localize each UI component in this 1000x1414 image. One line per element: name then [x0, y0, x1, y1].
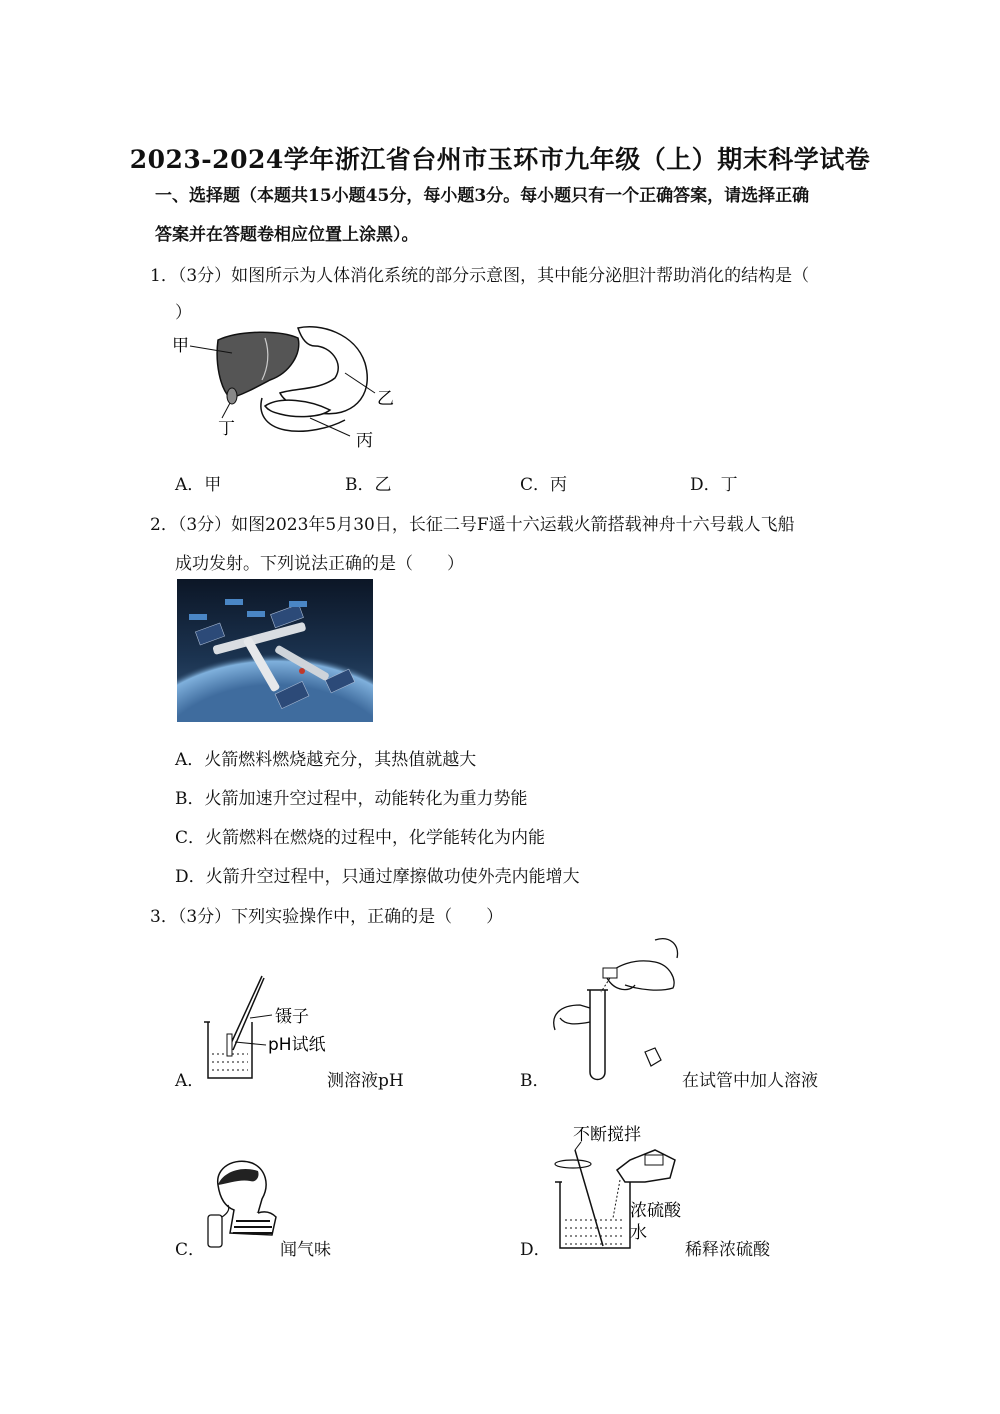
q2-option-b[interactable]: B．火箭加速升空过程中，动能转化为重力势能: [175, 789, 528, 809]
q3-option-d-caption: 稀释浓硫酸: [685, 1240, 770, 1260]
q3-option-c-letter[interactable]: C．: [175, 1240, 206, 1260]
space-station-photo: [177, 579, 373, 722]
gallbladder-shape: [227, 388, 237, 404]
q3-option-a-letter[interactable]: A．: [175, 1071, 205, 1091]
label-bing: 丙: [356, 431, 373, 451]
q3-option-b-caption: 在试管中加人溶液: [682, 1071, 818, 1091]
section-heading-line2: 答案并在答题卷相应位置上涂黑）。: [155, 225, 419, 245]
q2-stem-line2: 成功发射。下列说法正确的是（ ）: [175, 554, 464, 574]
q2-option-a[interactable]: A．火箭燃料燃烧越充分，其热值就越大: [175, 750, 477, 770]
section-heading-line1: 一、选择题（本题共15小题45分，每小题3分。每小题只有一个正确答案，请选择正确: [155, 186, 810, 206]
q3-stem: 3．（3分）下列实验操作中，正确的是（ ）: [150, 907, 504, 927]
q2-option-d[interactable]: D．火箭升空过程中，只通过摩擦做功使外壳内能增大: [175, 867, 580, 887]
q3-option-a-caption: 测溶液pH: [327, 1071, 404, 1091]
q3-option-c-caption: 闻气味: [280, 1240, 331, 1260]
liver-shape: [217, 332, 299, 398]
label-jia: 甲: [172, 336, 189, 356]
page-title: 2023-2024学年浙江省台州市玉环市九年级（上）期末科学试卷: [129, 145, 871, 174]
q3-option-d-letter[interactable]: D．: [520, 1240, 551, 1260]
digestive-system-figure: [170, 318, 410, 458]
smell-figure: [200, 1155, 280, 1255]
q1-stem-line2: ）: [175, 303, 192, 323]
ph-test-figure: [200, 970, 340, 1085]
q1-option-d[interactable]: D．丁: [690, 475, 738, 495]
label-ding: 丁: [218, 419, 235, 439]
label-yi: 乙: [377, 389, 394, 409]
q2-option-c[interactable]: C．火箭燃料在燃烧的过程中，化学能转化为内能: [175, 828, 546, 848]
label-stir: 不断搅拌: [573, 1125, 641, 1145]
q1-stem-line1: 1．（3分）如图所示为人体消化系统的部分示意图，其中能分泌胆汁帮助消化的结构是（: [150, 266, 810, 286]
q3-option-b-letter[interactable]: B．: [520, 1071, 550, 1091]
label-tweezer: 镊子: [275, 1007, 309, 1027]
q1-option-a[interactable]: A．甲: [175, 475, 222, 495]
q1-option-c[interactable]: C．丙: [520, 475, 568, 495]
q2-stem-line1: 2．（3分）如图2023年5月30日，长征二号F遥十六运载火箭搭载神舟十六号载人飞船: [150, 515, 795, 535]
label-water: 水: [630, 1223, 647, 1243]
label-ph-paper: pH试纸: [268, 1035, 326, 1055]
label-conc-acid: 浓硫酸: [630, 1201, 681, 1221]
dilute-acid-figure: [545, 1120, 695, 1255]
test-tube-figure: [545, 930, 685, 1085]
q1-option-b[interactable]: B．乙: [345, 475, 392, 495]
